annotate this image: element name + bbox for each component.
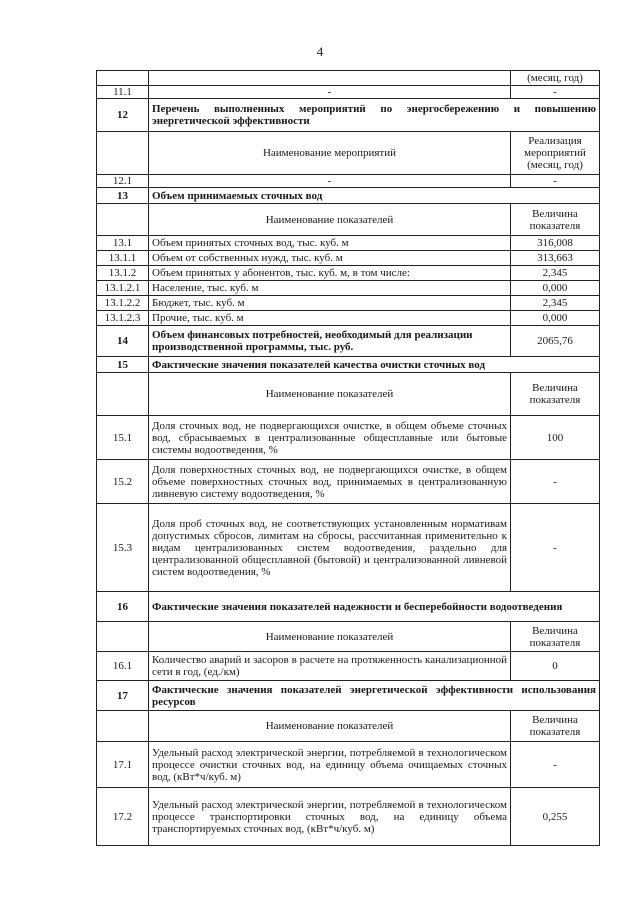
value-cell: - <box>511 504 600 592</box>
value-cell: - <box>511 86 600 99</box>
row-number: 13.1.2 <box>97 266 149 281</box>
value-cell: 0 <box>511 652 600 681</box>
section-row <box>97 592 600 622</box>
table-header-row <box>97 711 600 742</box>
row-text: Объем от собственных нужд, тыс. куб. м <box>149 251 511 266</box>
row-number: 15.3 <box>97 504 149 592</box>
section-title: Объем принимаемых сточных вод <box>149 188 600 204</box>
row-text: Население, тыс. куб. м <box>149 281 511 296</box>
row-text: - <box>149 86 511 99</box>
row-text: Удельный расход электрической энергии, потребляемой в технологическом процессе очистки сточных вод, на единицу объема очищаемых сточных вод, (кВт*ч/куб. м) <box>149 742 511 788</box>
column-header-name: Наименование показателей <box>149 711 511 742</box>
row-text: Количество аварий и засоров в расчете на протяженность канализационной сети в год, (ед./км) <box>149 652 511 681</box>
value-cell: 100 <box>511 416 600 460</box>
column-header-value: Величина показателя <box>511 622 600 652</box>
row-text: - <box>149 175 511 188</box>
section-title: Объем финансовых потребностей, необходимый для реализации производственной программы, тыс. руб. <box>149 326 511 357</box>
row-text: Объем принятых у абонентов, тыс. куб. м, в том числе: <box>149 266 511 281</box>
value-cell: - <box>511 175 600 188</box>
section-title: Фактические значения показателей качества очистки сточных вод <box>149 357 600 373</box>
section-title: Фактические значения показателей надежности и бесперебойности водоотведения <box>149 592 600 622</box>
row-number: 17.1 <box>97 742 149 788</box>
row-text: Доля проб сточных вод, не соответствующих установленным нормативам допустимых сбросов, лимитам на сбросы, рассчитанная применительно к видам централизованных систем водоотведения, раздельно для централизованной общесплавной (бытовой) и централизованной ливневой систем водоотведения, % <box>149 504 511 592</box>
row-text: Удельный расход электрической энергии, потребляемой в технологическом процессе транспортировки сточных вод, на единицу объема транспортируемых сточных вод, (кВт*ч/куб. м) <box>149 788 511 846</box>
section-number: 16 <box>97 592 149 622</box>
row-number: 15.1 <box>97 416 149 460</box>
section-title: Перечень выполненных мероприятий по энергосбережению и повышению энергетической эффективности <box>149 99 600 132</box>
value-cell: - <box>511 742 600 788</box>
section-number: 13 <box>97 188 149 204</box>
table-row <box>97 175 600 188</box>
table-header-row <box>97 204 600 236</box>
row-text: Объем принятых сточных вод, тыс. куб. м <box>149 236 511 251</box>
row-text: Доля поверхностных сточных вод, не подвергающихся очистке, в общем объеме поверхностных сточных вод, принимаемых в централизованную ливневую систему водоотведения, % <box>149 460 511 504</box>
value-cell: 0,000 <box>511 281 600 296</box>
row-number: 17.2 <box>97 788 149 846</box>
value-cell: 2065,76 <box>511 326 600 357</box>
column-header-value: Величина показателя <box>511 373 600 416</box>
table-row <box>97 236 600 251</box>
table-header-row <box>97 622 600 652</box>
column-header-name: Наименование показателей <box>149 622 511 652</box>
row-text: Доля сточных вод, не подвергающихся очистке, в общем объеме сточных вод, сбрасываемых в централизованные общесплавные или бытовые системы водоотведения, % <box>149 416 511 460</box>
table-row <box>97 742 600 788</box>
row-number: 13.1.2.2 <box>97 296 149 311</box>
section-row <box>97 99 600 132</box>
column-header-name: Наименование показателей <box>149 373 511 416</box>
value-cell: 313,663 <box>511 251 600 266</box>
value-cell: 2,345 <box>511 266 600 281</box>
table-row <box>97 311 600 326</box>
section-number: 14 <box>97 326 149 357</box>
section-row <box>97 188 600 204</box>
column-header-value: Реализация мероприятий (месяц, год) <box>511 132 600 175</box>
page-number: 4 <box>316 44 324 59</box>
section-number: 12 <box>97 99 149 132</box>
table-row <box>97 652 600 681</box>
section-title: Фактические значения показателей энергетической эффективности использования ресурсов <box>149 681 600 711</box>
report-table <box>96 70 600 846</box>
row-number: 15.2 <box>97 460 149 504</box>
row-number: 13.1.2.3 <box>97 311 149 326</box>
column-header-value: Величина показателя <box>511 204 600 236</box>
table-header-row <box>97 132 600 175</box>
row-number: 11.1 <box>97 86 149 99</box>
table-row <box>97 86 600 99</box>
value-cell: - <box>511 460 600 504</box>
table-row <box>97 281 600 296</box>
table-row <box>97 266 600 281</box>
value-cell: 0,255 <box>511 788 600 846</box>
column-header-name: Наименование мероприятий <box>149 132 511 175</box>
section-row <box>97 681 600 711</box>
row-number: 13.1.1 <box>97 251 149 266</box>
table-header-row <box>97 373 600 416</box>
section-row <box>97 357 600 373</box>
column-header-name: Наименование показателей <box>149 204 511 236</box>
row-number: 16.1 <box>97 652 149 681</box>
table-row <box>97 504 600 592</box>
table-row <box>97 416 600 460</box>
section-row <box>97 326 600 357</box>
table-row <box>97 251 600 266</box>
row-text: Прочие, тыс. куб. м <box>149 311 511 326</box>
table-row <box>97 788 600 846</box>
row-number: 12.1 <box>97 175 149 188</box>
row-text: Бюджет, тыс. куб. м <box>149 296 511 311</box>
table-row <box>97 296 600 311</box>
value-cell: 2,345 <box>511 296 600 311</box>
table-row <box>97 460 600 504</box>
table-row <box>97 71 600 86</box>
row-number: 13.1.2.1 <box>97 281 149 296</box>
row-number: 13.1 <box>97 236 149 251</box>
value-cell: 316,008 <box>511 236 600 251</box>
column-header-value: Величина показателя <box>511 711 600 742</box>
section-number: 17 <box>97 681 149 711</box>
value-cell: 0,000 <box>511 311 600 326</box>
value-cell: (месяц, год) <box>511 71 600 86</box>
section-number: 15 <box>97 357 149 373</box>
